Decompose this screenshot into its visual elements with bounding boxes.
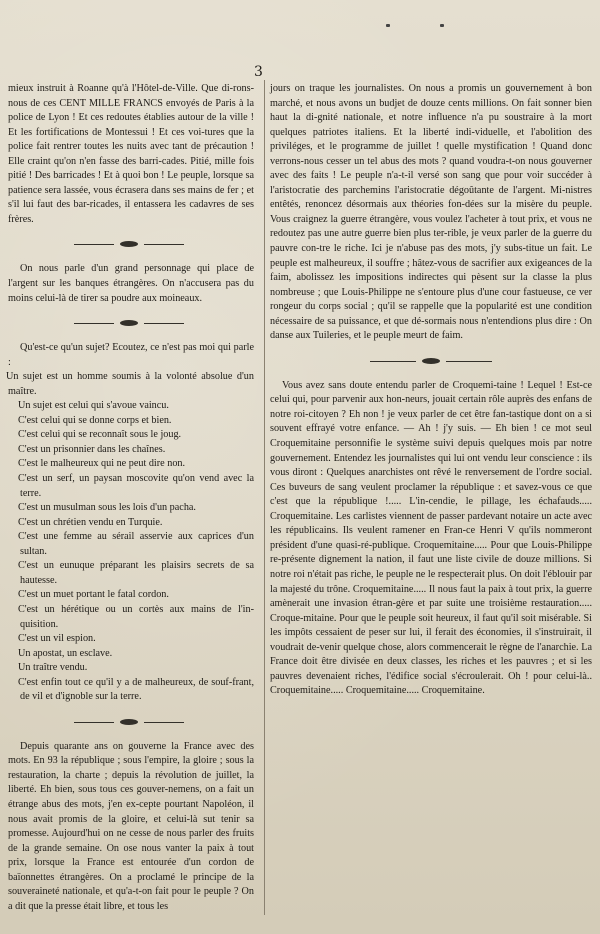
paragraph-journalistes: jours on traque les journalistes. On nous a promis un gouvernement à bon marché, et nous avons un budjet de douze cents millions. On fait sonner bien haut la di-gnité nationale, et notre influence n'a pu soustraire à la mort quelques patriotes italiens. Et la liberté indi-viduelle, et l'abolition des priviléges, et le programme de juillet ! quelle mystification ! Quand donc verrons-nous cesser un tel abus des mots ? quand voudra-t-on nous gouverner avec des faits ! Le peuple n'a-t-il versé son sang que pour voir succéder à l'aristocratie des parchemins l'aristocratie dégoûtante de l'argent. Mi-nistres entêtés, renoncez désormais aux théories fon-dées sur la misère du peuple. Vous craignez la guerre étrangère, vous voulez l'acheter à tout prix, et vous ne redoutez pas une autre guerre bien plus ter-rible, je veux parler de la guerre du pauvre con-tre le riche. Ici je n'abuse pas des mots, j'y subs-titue un fait. Le peuple est malheureux, il souffre ; hâtez-vous de sacrifier aux exigeances de la faim, abolissez les impositions indirectes qui pèsent sur la classe la plus nombreuse ; que Louis-Philippe ne s'entoure plus d'une cour fastueuse, ce ver rongeur du corps social ; qu'il se rappelle que la popularité est une condition nécessaire de sa puissance, et que dé-sormais nous n'entendions plus dire : On danse aux Tuileries, et le peuple meurt de faim.: [270, 83, 592, 342]
list-item: C'est un serf, un paysan moscovite qu'on vend avec la terre.: [18, 473, 254, 499]
list-item: C'est un eunuque préparant les plaisirs secrets de sa hautesse.: [18, 560, 254, 586]
section-ornament: [8, 715, 254, 731]
list-item: C'est le malheureux qui ne peut dire non.: [18, 458, 186, 470]
list-item: C'est un vil espion.: [18, 633, 96, 645]
paragraph-quarante-ans: Depuis quarante ans on gouverne la France avec des mots. En 93 la république ; sous l'empire, la gloire ; sous la restauration, la charte ; depuis la révolution de juillet, la liberté. Eh bien, sous tous ces gouver-nemens, on a fait un étrange abus des mots, j'en ex-cepte pourtant Napoléon, il nous avait promis de la gloire, et celui-là sut tenir sa promesse. Aujourd'hui on ne cesse de nous parler des fruits de la grande semaine. On ose nous vanter la paix à tout prix, lorsque la France est entourée d'un cordon de baïonnettes étrangères. On a proclamé le principe de la souveraineté nationale, et qu'a-t-on fait pour le peuple ? On a dit que la presse était libre, et tous les: [8, 740, 254, 912]
paragraph-grand-personnage: On nous parle d'un grand personnage qui place de l'argent sur les banques étrangères. On n'accusera pas du moins celui-là de tirer sa poudre aux moineaux.: [8, 263, 254, 304]
list-item: C'est un prisonnier dans les chaînes.: [18, 443, 166, 455]
column-divider: [264, 80, 265, 915]
section-ornament: [270, 354, 592, 370]
list-item: C'est un chrétien vendu en Turquie.: [18, 516, 163, 528]
list-item: C'est un muet portant le fatal cordon.: [18, 589, 169, 601]
list-item: C'est un hérétique ou un cortès aux mains de l'in-quisition.: [18, 603, 254, 630]
list-item: C'est un musulman sous les lois d'un pacha.: [18, 502, 196, 514]
list-item: C'est celui qui se donne corps et bien.: [18, 414, 172, 426]
paragraph-croquemitaine: Vous avez sans doute entendu parler de Croquemi-taine ! Lequel ! Est-ce celui qui, pour parvenir aux hon-neurs, jouait certain rôle auprès des enfans de notre roi-citoyen ? Eh non ! je veux parler de cet être fan-tastique dont on a si souvent effrayé votre enfance. — Ah ! j'y suis. — Eh bien ! ce mot seul Croquemitaine personnifie le système suivi depuis quelques mois par notre gouvernement. Entendez les journalistes qui lui ont vendu leur conscience : ils vous diront : Quelques anarchistes ont rêvé le renversement de l'ordre social. Ces buveurs de sang veulent proclamer la république : et savez-vous ce que c'est que la république !..... L'in-cendie, le pillage, les échafauds..... Croquemitaine. Les carlistes viennent de passer pardevant notaire un acte avec les républicains. Ils veulent ramener en Fran-ce Henri V qu'ils nommeront président d'une quasi-ré-publique. Croquemitaine..... Pour que Louis-Philippe re-présente dignement la nation, il faut une liste civile de douze millions. Si notre roi n'était pas riche, le peuple ne le respecterait plus. On doit l'éblouir par la majesté du trône. Croquemitaine..... Il nous faut la paix à tout prix, la guerre amènerait une invasion étran-gère et par suite une troisième restauration..... Croque-mitaine. Pour que le peuple soit heureux, il faut qu'il soit misérable. Si les impôts cessaient de peser sur lui, il ferait des économies, il s'instruirait, il voudrait de-venir quelque chose, alors commencerait le règne de l'anarchie. La France doit être divisée en deux classes, les riches et les pauvres ; et si les pauvres devenaient riches, l'édifice social s'écroulerait. Oh ! pour celui-là.. Croquemitaine..... Croquemitaine..... Croquemitaine.: [270, 379, 592, 697]
left-column: [8, 82, 254, 914]
list-item: C'est celui qui se reconnaît sous le joug.: [18, 429, 182, 441]
list-item: Un apostat, un esclave.: [18, 647, 113, 659]
list-item: Un sujet est celui qui s'avoue vaincu.: [18, 400, 169, 412]
page-number: 3: [254, 64, 263, 80]
paragraph-police-lyon: mieux instruit à Roanne qu'à l'Hôtel-de-Ville. Que di-rons-nous de ces CENT MILLE FRANCS envoyés de Paris à la police de Lyon ! Et ces redoutes établies autour de la ville ! Et les fortifications de Montessui ! Et ces voi-tures que la police fait rentrer toutes les nuits avec tant de précaution ! Elle craint qu'on n'en fasse des barri-cades. Pitié, mille fois pitié ! Des barricades ! Et à quoi bon ! Le peuple, lorsque sa patience sera lassée, vous écrasera dans ses mains de fer ; et s'il lui faut des bar-ricades, il entassera les cadavres de ses frères.: [8, 83, 254, 225]
right-column: [270, 82, 592, 699]
ink-speck: [386, 24, 390, 27]
section-ornament: [8, 316, 254, 332]
ink-speck: [440, 24, 444, 27]
definition-list: [8, 370, 254, 705]
list-item: C'est enfin tout ce qu'il y a de malheureux, de souf-frant, de vil et d'ignoble sur la terre.: [18, 676, 254, 703]
list-item: Un traître vendu.: [18, 662, 88, 674]
list-item: C'est une femme au sérail asservie aux caprices d'un sultan.: [18, 531, 254, 557]
paragraph-sujet-intro: Qu'est-ce qu'un sujet? Ecoutez, ce n'est pas moi qui parle :: [8, 342, 254, 368]
list-item: Un sujet est un homme soumis à la volonté absolue d'un maître.: [6, 371, 254, 397]
section-ornament: [8, 237, 254, 253]
